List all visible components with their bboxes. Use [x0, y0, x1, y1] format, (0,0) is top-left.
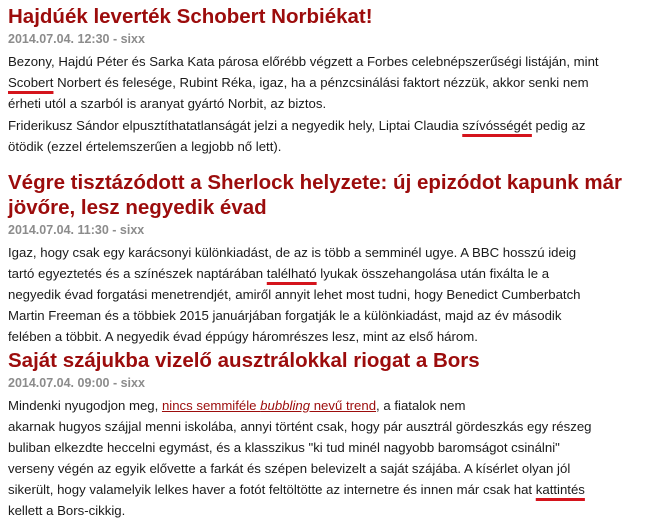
body-line: ötödik (ezzel értelemszerűen a legjobb nő lett).: [8, 139, 282, 154]
body-line: buliban elkezdte heccelni egymást, és a klasszikus "ki tud minél nagyobb baromságot csinálni": [8, 440, 560, 455]
body-text: , a fiatalok nem: [376, 398, 466, 413]
body-line: negyedik évad forgatási menetrendjét, amiről annyit lehet most tudni, hogy Benedict Cumberbatch: [8, 287, 581, 302]
post-meta: 2014.07.04. 12:30 - sixx: [8, 32, 145, 46]
misspelled-word: talélható: [266, 266, 317, 281]
body-text: Friderikusz Sándor elpusztíthatatlanságát jelzi a negyedik hely, Liptai Claudia: [8, 118, 463, 133]
post-title[interactable]: Saját szájukba vizelő ausztrálokkal riogat a Bors: [8, 349, 480, 372]
post-body: [8, 51, 648, 157]
body-line: érheti utól a szarból is aranyat gyártó Norbit, az biztos.: [8, 96, 327, 111]
body-line: kellett a Bors-cikkig.: [8, 503, 126, 518]
body-line: felében a többit. A negyedik évad éppúgy háromrészes lesz, mint az első három.: [8, 329, 478, 344]
post-3: [8, 348, 648, 521]
body-line: Martin Freeman és a többiek 2015 januárjában forgatják le a különkiadást, majd az év második: [8, 308, 562, 323]
misspelled-word: szívósségét: [462, 118, 532, 133]
post-meta: 2014.07.04. 11:30 - sixx: [8, 223, 145, 237]
body-line: akarnak hugyos szájjal menni iskolába, annyi történt csak, hogy pár ausztrál gördeszkás egy részeg: [8, 419, 592, 434]
body-text: Mindenki nyugodjon meg,: [8, 398, 162, 413]
post-body: [8, 395, 648, 521]
body-text: tartó egyeztetés és a színészek naptárában: [8, 266, 267, 281]
post-title-line[interactable]: jövőre, lesz negyedik évad: [8, 196, 267, 219]
post-body: [8, 242, 648, 347]
post-1: [8, 4, 648, 157]
post-2: [8, 170, 648, 347]
bubbling-trend-link[interactable]: nincs semmiféle bubbling nevű trend: [161, 398, 377, 413]
body-line: [8, 115, 648, 136]
body-line: [8, 479, 648, 500]
body-line: Bezony, Hajdú Péter és Sarka Kata párosa előrébb végzett a Forbes celebnépszerűségi listáján, mint: [8, 54, 599, 69]
post-title[interactable]: Hajdúék leverték Schobert Norbiékat!: [8, 5, 373, 28]
post-title[interactable]: [8, 170, 648, 220]
body-text: sikerült, hogy valamelyik lelkes haver a fotót feltöltötte az internetre és innen már csak hat: [8, 482, 536, 497]
body-line: Igaz, hogy csak egy karácsonyi különkiadást, de az is több a semminél ugye. A BBC hosszú ideig: [8, 245, 577, 260]
post-title-line[interactable]: Végre tisztázódott a Sherlock helyzete: új epizódot kapunk már: [8, 171, 622, 194]
post-meta: 2014.07.04. 09:00 - sixx: [8, 376, 145, 390]
body-line: verseny végén az egyik elővette a farkát és szépen belevizelt a saját szájába. A kísérlet olyan jól: [8, 461, 571, 476]
body-text: pedig az: [531, 118, 586, 133]
body-text: lyukak összehangolása után fixálta le a: [316, 266, 550, 281]
body-line: [8, 395, 648, 416]
misspelled-word: kattintés: [535, 482, 585, 497]
body-text: Norbert és felesége, Rubint Réka, igaz, ha a pénzcsinálási faktort nézzük, akkor senki nem: [53, 75, 589, 90]
misspelled-word: Scobert: [8, 75, 54, 90]
body-line: [8, 72, 648, 93]
body-line: [8, 263, 648, 284]
